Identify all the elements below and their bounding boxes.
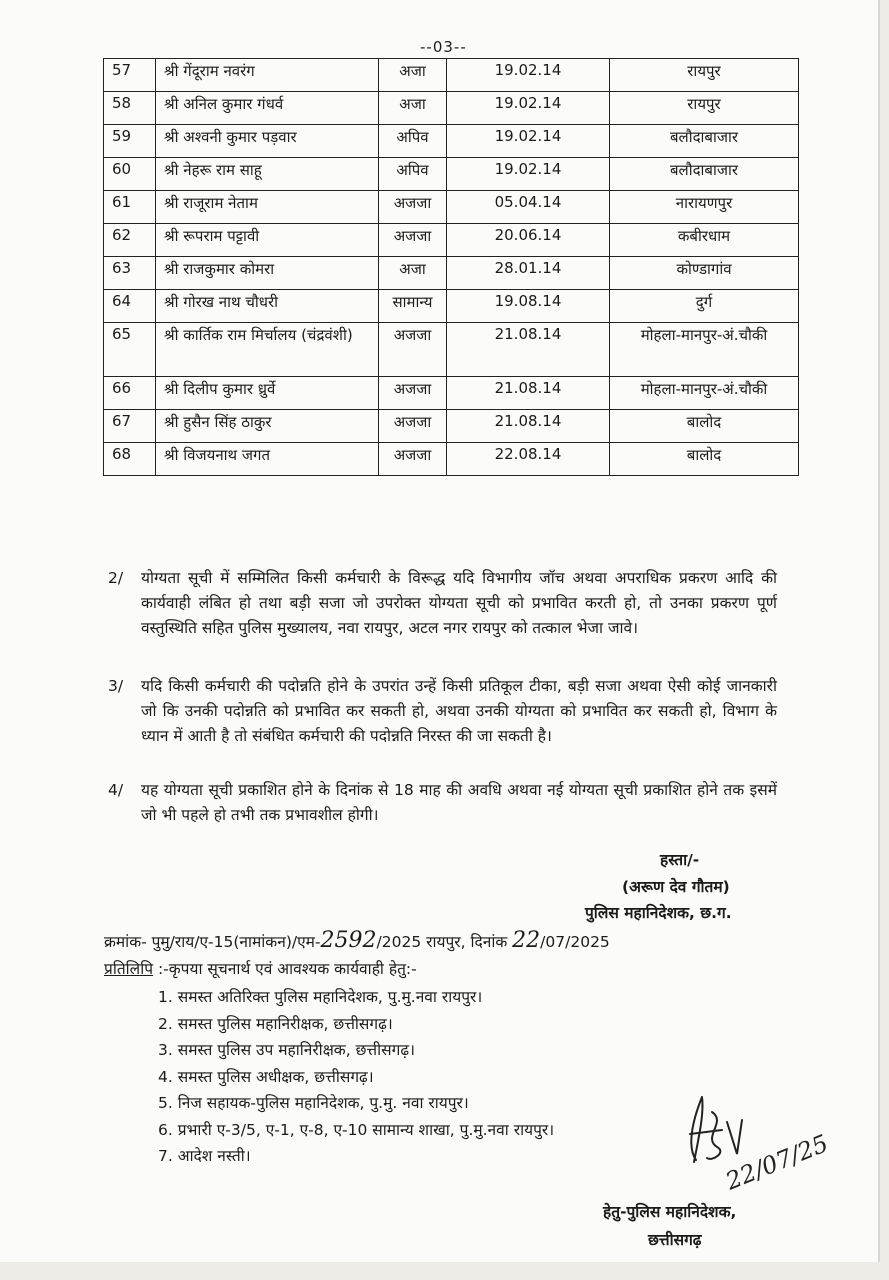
serial-number: 58 [104, 92, 156, 125]
handwritten-signature [682, 1092, 842, 1197]
category: अजा [379, 257, 447, 290]
list-item: 5. निज सहायक-पुलिस महानिदेशक, पु.मु. नवा रायपुर। [158, 1094, 469, 1112]
category: अजजा [379, 410, 447, 443]
posting-district: कोण्डागांव [610, 257, 799, 290]
posting-district: मोहला-मानपुर-अं.चौकी [610, 323, 799, 377]
employee-name: श्री दिलीप कुमार ध्रुर्वे [156, 377, 379, 410]
footer-line-2: छत्तीसगढ़ [648, 1231, 702, 1249]
list-item: 2. समस्त पुलिस महानिरीक्षक, छत्तीसगढ़। [158, 1014, 393, 1033]
employee-name: श्री अश्वनी कुमार पड़वार [156, 125, 379, 158]
serial-number: 61 [104, 191, 156, 224]
serial-number: 59 [104, 125, 156, 158]
page-number: --03-- [420, 38, 467, 56]
posting-district: बालोद [610, 443, 799, 476]
employee-name: श्री कार्तिक राम मिर्चालय (चंद्रवंशी) [156, 323, 379, 377]
table-row [104, 290, 799, 323]
employee-name: श्री नेहरू राम साहू [156, 158, 379, 191]
reference-mid: /2025 रायपुर, दिनांक [376, 933, 513, 951]
paragraph-4 [108, 778, 777, 828]
table-row [104, 191, 799, 224]
date: 28.01.14 [447, 257, 610, 290]
reference-number: 2592 [320, 928, 377, 953]
posting-district: बलौदाबाजार [610, 158, 799, 191]
posting-district: बालोद [610, 410, 799, 443]
posting-district: मोहला-मानपुर-अं.चौकी [610, 377, 799, 410]
employee-name: श्री हुसैन सिंह ठाकुर [156, 410, 379, 443]
reference-suffix: /07/2025 [540, 933, 610, 951]
posting-district: दुर्ग [610, 290, 799, 323]
category: अजा [379, 92, 447, 125]
posting-district: रायपुर [610, 59, 799, 92]
category: अजजा [379, 377, 447, 410]
date: 21.08.14 [447, 410, 610, 443]
signature-date: 22/07/25 [721, 1129, 833, 1196]
table-row [104, 158, 799, 191]
paragraph-text: यदि किसी कर्मचारी की पदोन्नति होने के उपरांत उन्हें किसी प्रतिकूल टीका, बड़ी सजा अथवा ऐसी कोई जानकारी जो कि उनकी पदोन्नति को प्रभावित कर सकती हो, अथवा उनकी योग्यता को प्रभावित कर सकती हो, विभाग के ध्यान में आती है तो संबंधित कर्मचारी की पदोन्नति निरस्त की जा सकती है। [141, 677, 777, 745]
paragraph-number: 2/ [108, 569, 124, 587]
signed-marker: हस्ता/- [660, 851, 700, 869]
category: सामान्य [379, 290, 447, 323]
table-row [104, 257, 799, 290]
category: अपिव [379, 125, 447, 158]
employee-name: श्री गेंदूराम नवरंग [156, 59, 379, 92]
list-item: 4. समस्त पुलिस अधीक्षक, छत्तीसगढ़। [158, 1067, 374, 1086]
promotion-list-table [103, 58, 799, 476]
order-reference [104, 928, 764, 953]
date: 21.08.14 [447, 377, 610, 410]
paragraph-text: यह योग्यता सूची प्रकाशित होने के दिनांक से 18 माह की अवधि अथवा नई योग्यता सूची प्रकाशित होने तक इसमें जो भी पहले हो तभी तक प्रभावशील होगी। [141, 781, 777, 824]
serial-number: 62 [104, 224, 156, 257]
serial-number: 57 [104, 59, 156, 92]
date: 21.08.14 [447, 323, 610, 377]
employee-name: श्री अनिल कुमार गंधर्व [156, 92, 379, 125]
employee-name: श्री गोरख नाथ चौधरी [156, 290, 379, 323]
employee-name: श्री रूपराम पट्टावी [156, 224, 379, 257]
posting-district: बलौदाबाजार [610, 125, 799, 158]
copy-to [104, 957, 417, 979]
date: 19.02.14 [447, 92, 610, 125]
signatory-designation: पुलिस महानिदेशक, छ.ग. [585, 904, 732, 922]
table-row [104, 59, 799, 92]
employee-name: श्री विजयनाथ जगत [156, 443, 379, 476]
reference-prefix: क्रमांक- पुमु/राय/ए-15(नामांकन)/एम- [104, 933, 321, 951]
signatory-name: (अरूण देव गौतम) [622, 878, 730, 896]
date: 20.06.14 [447, 224, 610, 257]
category: अजजा [379, 323, 447, 377]
serial-number: 67 [104, 410, 156, 443]
paragraph-text: योग्यता सूची में सम्मिलित किसी कर्मचारी के विरूद्ध यदि विभागीय जॉच अथवा अपराधिक प्रकरण आदि की कार्यवाही लंबित हो तथा बड़ी सजा जो उपरोक्त योग्यता सूची को प्रभावित करती हो, तो उनका प्रकरण पूर्ण वस्तुस्थिति सहित पुलिस मुख्यालय, नवा रायपुर, अटल नगर रायपुर को तत्काल भेजा जावे। [141, 569, 777, 637]
paragraph-number: 3/ [108, 677, 124, 695]
date: 19.08.14 [447, 290, 610, 323]
serial-number: 68 [104, 443, 156, 476]
list-item: 7. आदेश नस्ती। [158, 1147, 251, 1165]
employee-name: श्री राजकुमार कोमरा [156, 257, 379, 290]
table-row [104, 92, 799, 125]
category: अजा [379, 59, 447, 92]
paragraph-number: 4/ [108, 781, 124, 799]
list-item: 3. समस्त पुलिस उप महानिरीक्षक, छत्तीसगढ़। [158, 1041, 415, 1059]
serial-number: 63 [104, 257, 156, 290]
category: अजजा [379, 443, 447, 476]
posting-district: रायपुर [610, 92, 799, 125]
serial-number: 65 [104, 323, 156, 377]
table-row [104, 377, 799, 410]
date: 19.02.14 [447, 59, 610, 92]
serial-number: 60 [104, 158, 156, 191]
paragraph-2 [108, 566, 777, 641]
copy-text: :-कृपया सूचनार्थ एवं आवश्यक कार्यवाही हेतु:- [153, 960, 417, 978]
list-item: 6. प्रभारी ए-3/5, ए-1, ए-8, ए-10 सामान्य शाखा, पु.मु.नवा रायपुर। [158, 1120, 555, 1139]
copy-label: प्रतिलिपि [104, 960, 154, 978]
date: 19.02.14 [447, 125, 610, 158]
posting-district: नारायणपुर [610, 191, 799, 224]
table-row [104, 125, 799, 158]
serial-number: 66 [104, 377, 156, 410]
serial-number: 64 [104, 290, 156, 323]
posting-district: कबीरधाम [610, 224, 799, 257]
date: 19.02.14 [447, 158, 610, 191]
date: 22.08.14 [447, 443, 610, 476]
employee-name: श्री राजूराम नेताम [156, 191, 379, 224]
paragraph-3 [108, 674, 777, 749]
table-row [104, 443, 799, 476]
list-item: 1. समस्त अतिरिक्त पुलिस महानिदेशक, पु.मु.नवा रायपुर। [158, 988, 483, 1006]
table-row [104, 224, 799, 257]
category: अजजा [379, 224, 447, 257]
table-row [104, 410, 799, 443]
footer-line-1: हेतु-पुलिस महानिदेशक, [603, 1203, 737, 1221]
date: 05.04.14 [447, 191, 610, 224]
category: अपिव [379, 158, 447, 191]
reference-day: 22 [512, 928, 541, 953]
category: अजजा [379, 191, 447, 224]
distribution-list [158, 985, 554, 1171]
table-row [104, 323, 799, 377]
